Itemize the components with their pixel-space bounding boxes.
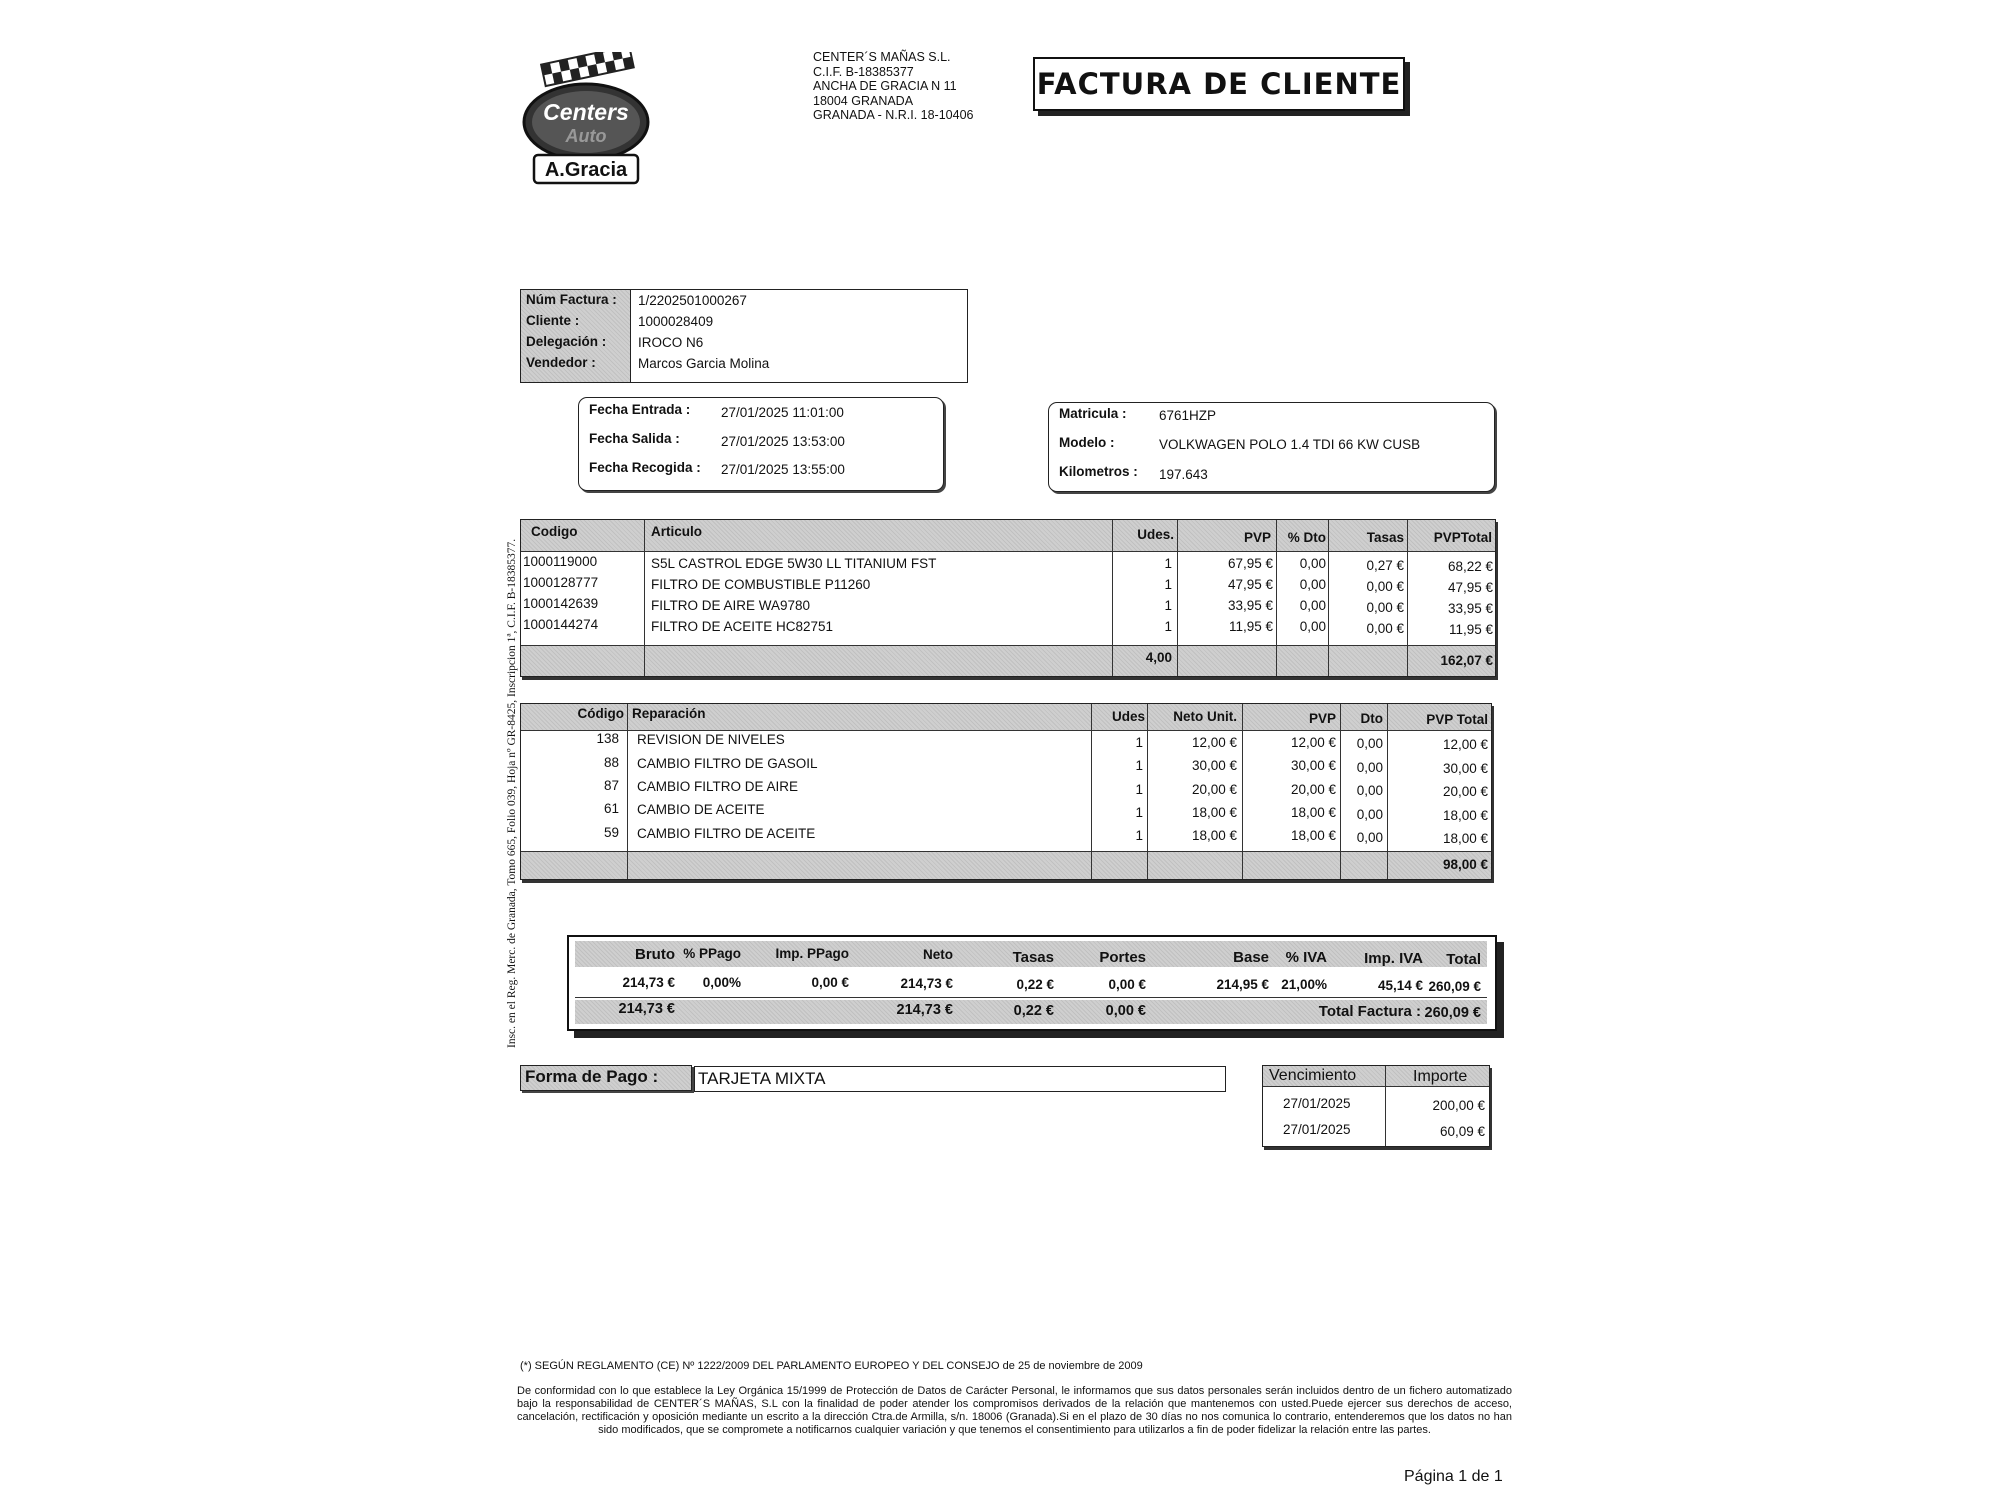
total-invoice-label: Total Factura : xyxy=(1318,1003,1421,1020)
neto-header: Neto xyxy=(923,947,953,962)
bruto-header: Bruto xyxy=(635,946,675,963)
neto-footer-value: 214,73 € xyxy=(896,1002,953,1018)
due-date: 27/01/2025 xyxy=(1283,1096,1351,1111)
company-logo xyxy=(520,52,660,188)
repair-total: 20,00 € xyxy=(1442,784,1488,799)
repair-pvp: 30,00 € xyxy=(1290,758,1336,773)
client-label: Cliente : xyxy=(526,313,580,328)
invoice-info-labels xyxy=(521,290,631,382)
repair-total: 30,00 € xyxy=(1442,761,1488,776)
km-label: Kilometros : xyxy=(1059,464,1138,479)
iva-pct-value: 21,00% xyxy=(1281,977,1327,992)
col-taxes-header: Tasas xyxy=(1366,530,1404,545)
invoice-info-box xyxy=(520,289,968,383)
pickup-date-value: 27/01/2025 13:55:00 xyxy=(721,462,845,477)
article-dto: 0,00 xyxy=(1299,598,1326,613)
article-units: 1 xyxy=(1164,619,1172,634)
articles-units-total: 4,00 xyxy=(1145,650,1172,665)
repair-code: 61 xyxy=(603,801,619,816)
km-value: 197.643 xyxy=(1159,467,1208,482)
due-date: 27/01/2025 xyxy=(1283,1122,1351,1137)
portes-value: 0,00 € xyxy=(1108,977,1146,992)
tasas-header: Tasas xyxy=(1012,949,1054,966)
repair-net: 20,00 € xyxy=(1191,782,1237,797)
col-repair-pvp-header: PVP xyxy=(1308,711,1336,726)
repair-total: 12,00 € xyxy=(1442,737,1488,752)
data-protection-notice: De conformidad con lo que establece la Ley Orgánica 15/1999 de Protección de Datos de Carácter Personal, le informamos que sus datos personales serán incluidos dentro de un fichero automatizado bajo la responsabilidad de CENTER´S MAÑAS, S.L con la finalidad de poder atender los compromisos derivados de la relación que mantenemos con usted.Puede ejercer sus derechos de acceso, cancelación, rectificación y oposición mediante un escrito a la dirección Ctra.de Armilla, s/n. 18006 (Granada).Si en el plazo de 30 días no nos comunica lo contrario, entenderemos que los datos no han sido modificados, que se compromete a notificarnos cualquier variación y que tenemos el consentimiento para utilizarlos a fin de poder fidelizar la relación entre las partes. xyxy=(517,1385,1512,1436)
client-value: 1000028409 xyxy=(638,314,714,329)
repair-units: 1 xyxy=(1135,805,1143,820)
repair-code: 59 xyxy=(603,825,619,840)
repair-units: 1 xyxy=(1135,758,1143,773)
company-city: 18004 GRANADA xyxy=(813,93,914,108)
logo-centers-text: Centers xyxy=(543,99,629,125)
ppago-imp-value: 0,00 € xyxy=(811,975,849,990)
article-pvp: 11,95 € xyxy=(1228,619,1273,634)
col-repair-code-header: Código xyxy=(577,706,624,721)
repair-name: CAMBIO FILTRO DE GASOIL xyxy=(637,756,818,771)
repair-code: 88 xyxy=(603,755,619,770)
exit-date-label: Fecha Salida : xyxy=(589,431,680,446)
company-name: CENTER´S MAÑAS S.L. xyxy=(813,50,951,64)
article-code: 1000142639 xyxy=(523,596,599,611)
total-value: 260,09 € xyxy=(1428,979,1481,994)
document-title-box xyxy=(1033,57,1405,111)
exit-date-value: 27/01/2025 13:53:00 xyxy=(721,434,845,449)
dates-box xyxy=(578,397,944,491)
due-amount: 200,00 € xyxy=(1432,1098,1485,1113)
portes-footer-value: 0,00 € xyxy=(1105,1003,1146,1019)
ppago-imp-header: Imp. PPago xyxy=(775,946,849,961)
col-code-header: Codigo xyxy=(531,524,578,539)
article-pvp: 47,95 € xyxy=(1227,577,1273,592)
totals-box xyxy=(567,935,1497,1031)
company-address: ANCHA DE GRACIA N 11 xyxy=(813,79,957,93)
bruto-value: 214,73 € xyxy=(622,975,675,990)
iva-imp-value: 45,14 € xyxy=(1377,978,1423,993)
company-cif: C.I.F. B-18385377 xyxy=(813,64,914,79)
ppago-pct-header: % PPago xyxy=(683,946,741,961)
repair-total: 18,00 € xyxy=(1442,808,1488,823)
col-repair-total-header: PVP Total xyxy=(1426,712,1488,727)
article-total: 11,95 € xyxy=(1448,622,1493,637)
payment-method-label: Forma de Pago : xyxy=(525,1067,659,1086)
logo-agracia-text: A.Gracia xyxy=(544,159,628,181)
col-pvp-header: PVP xyxy=(1243,530,1271,545)
total-invoice-value: 260,09 € xyxy=(1424,1005,1481,1021)
article-taxes: 0,00 € xyxy=(1366,600,1404,615)
delegation-value: IROCO N6 xyxy=(638,335,704,350)
regulation-note: (*) SEGÚN REGLAMENTO (CE) Nº 1222/2009 DEL PARLAMENTO EUROPEO Y DEL CONSEJO de 25 de noviembre de 2009 xyxy=(520,1360,1143,1372)
col-repair-header: Reparación xyxy=(632,706,706,721)
invoice-number-label: Núm Factura : xyxy=(526,292,617,307)
repair-units: 1 xyxy=(1135,828,1143,843)
delegation-label: Delegación : xyxy=(526,334,607,349)
article-units: 1 xyxy=(1164,598,1172,613)
repair-name: CAMBIO FILTRO DE ACEITE xyxy=(637,826,816,841)
tasas-value: 0,22 € xyxy=(1016,977,1054,992)
repair-net: 30,00 € xyxy=(1191,758,1237,773)
repairs-table xyxy=(520,703,1492,880)
payment-method-value: TARJETA MIXTA xyxy=(698,1069,826,1088)
repair-code: 87 xyxy=(603,778,619,793)
pickup-date-label: Fecha Recogida : xyxy=(589,460,701,475)
repair-units: 1 xyxy=(1135,782,1143,797)
repair-name: REVISION DE NIVELES xyxy=(637,732,785,747)
base-header: Base xyxy=(1233,949,1269,966)
repair-dto: 0,00 xyxy=(1356,760,1383,775)
repair-dto: 0,00 xyxy=(1356,807,1383,822)
repair-net: 18,00 € xyxy=(1191,805,1237,820)
repair-pvp: 12,00 € xyxy=(1290,735,1336,750)
article-taxes: 0,00 € xyxy=(1366,579,1404,594)
payment-method-value-box xyxy=(694,1066,1226,1092)
article-units: 1 xyxy=(1164,556,1172,571)
plate-label: Matricula : xyxy=(1059,406,1127,421)
articles-table xyxy=(520,519,1496,677)
invoice-number-value: 1/2202501000267 xyxy=(638,293,747,308)
entry-date-value: 27/01/2025 11:01:00 xyxy=(721,405,844,420)
article-dto: 0,00 xyxy=(1299,577,1326,592)
base-value: 214,95 € xyxy=(1216,977,1269,992)
portes-header: Portes xyxy=(1099,949,1146,966)
repair-name: CAMBIO DE ACEITE xyxy=(637,802,765,817)
logo-auto-text: Auto xyxy=(565,126,607,146)
repair-pvp: 18,00 € xyxy=(1290,805,1336,820)
repair-units: 1 xyxy=(1135,735,1143,750)
article-pvp: 33,95 € xyxy=(1227,598,1273,613)
ppago-pct-value: 0,00% xyxy=(702,975,741,990)
article-code: 1000144274 xyxy=(523,617,599,632)
repair-net: 12,00 € xyxy=(1191,735,1237,750)
repair-total: 18,00 € xyxy=(1442,831,1488,846)
company-details xyxy=(813,50,973,123)
plate-value: 6761HZP xyxy=(1159,408,1217,423)
due-dates-table xyxy=(1262,1065,1490,1147)
document-title: FACTURA DE CLIENTE xyxy=(1036,67,1402,101)
repair-dto: 0,00 xyxy=(1356,736,1383,751)
repair-dto: 0,00 xyxy=(1356,783,1383,798)
article-code: 1000119000 xyxy=(523,554,598,569)
tasas-footer-value: 0,22 € xyxy=(1013,1003,1054,1019)
seller-value: Marcos Garcia Molina xyxy=(638,356,770,371)
col-article-header: Articulo xyxy=(651,524,703,539)
articles-footer-bg xyxy=(521,646,1495,676)
repair-net: 18,00 € xyxy=(1191,828,1237,843)
registry-side-text: Insc. en el Reg. Merc. de Granada, Tomo 665, Folio 039, Hoja nº GR-8425, Inscripcion 1ª, C.I.F. B-18385377. xyxy=(506,538,518,1048)
repairs-total: 98,00 € xyxy=(1442,857,1488,872)
article-dto: 0,00 xyxy=(1299,556,1326,571)
article-taxes: 0,00 € xyxy=(1366,621,1404,636)
article-total: 33,95 € xyxy=(1447,601,1493,616)
article-code: 1000128777 xyxy=(523,575,599,590)
article-dto: 0,00 xyxy=(1299,619,1326,634)
model-value: VOLKWAGEN POLO 1.4 TDI 66 KW CUSB xyxy=(1159,437,1421,452)
payment-method-label-box xyxy=(520,1065,692,1091)
articles-total: 162,07 € xyxy=(1440,653,1493,668)
due-amount: 60,09 € xyxy=(1439,1124,1485,1139)
iva-pct-header: % IVA xyxy=(1285,949,1327,966)
iva-imp-header: Imp. IVA xyxy=(1364,950,1423,967)
article-pvp: 67,95 € xyxy=(1227,556,1273,571)
article-name: S5L CASTROL EDGE 5W30 LL TITANIUM FST xyxy=(651,556,937,571)
article-total: 68,22 € xyxy=(1447,559,1493,574)
due-amount-header: Importe xyxy=(1413,1068,1468,1085)
article-name: FILTRO DE COMBUSTIBLE P11260 xyxy=(651,577,871,592)
article-name: FILTRO DE ACEITE HC82751 xyxy=(651,619,834,634)
col-repair-units-header: Udes xyxy=(1111,709,1145,724)
repair-dto: 0,00 xyxy=(1356,830,1383,845)
col-net-header: Neto Unit. xyxy=(1173,709,1237,724)
col-dto-header: % Dto xyxy=(1287,530,1326,545)
repair-name: CAMBIO FILTRO DE AIRE xyxy=(637,779,799,794)
seller-label: Vendedor : xyxy=(526,355,596,370)
repair-pvp: 18,00 € xyxy=(1290,828,1336,843)
article-units: 1 xyxy=(1164,577,1172,592)
entry-date-label: Fecha Entrada : xyxy=(589,402,691,417)
col-repair-dto-header: Dto xyxy=(1360,711,1383,726)
article-total: 47,95 € xyxy=(1447,580,1493,595)
repair-pvp: 20,00 € xyxy=(1290,782,1336,797)
repair-code: 138 xyxy=(596,731,619,746)
vehicle-box xyxy=(1048,402,1495,492)
page-number: Página 1 de 1 xyxy=(1404,1468,1503,1485)
neto-value: 214,73 € xyxy=(900,976,953,991)
company-nri: GRANADA - N.R.I. 18-10406 xyxy=(813,108,974,122)
col-units-header: Udes. xyxy=(1137,527,1174,542)
total-header: Total xyxy=(1446,951,1481,968)
col-total-header: PVPTotal xyxy=(1433,530,1492,545)
article-taxes: 0,27 € xyxy=(1366,558,1404,573)
bruto-footer-value: 214,73 € xyxy=(618,1001,675,1017)
due-date-header: Vencimiento xyxy=(1269,1067,1357,1084)
repairs-footer-bg xyxy=(521,852,1491,879)
model-label: Modelo : xyxy=(1059,435,1115,450)
article-name: FILTRO DE AIRE WA9780 xyxy=(651,598,811,613)
